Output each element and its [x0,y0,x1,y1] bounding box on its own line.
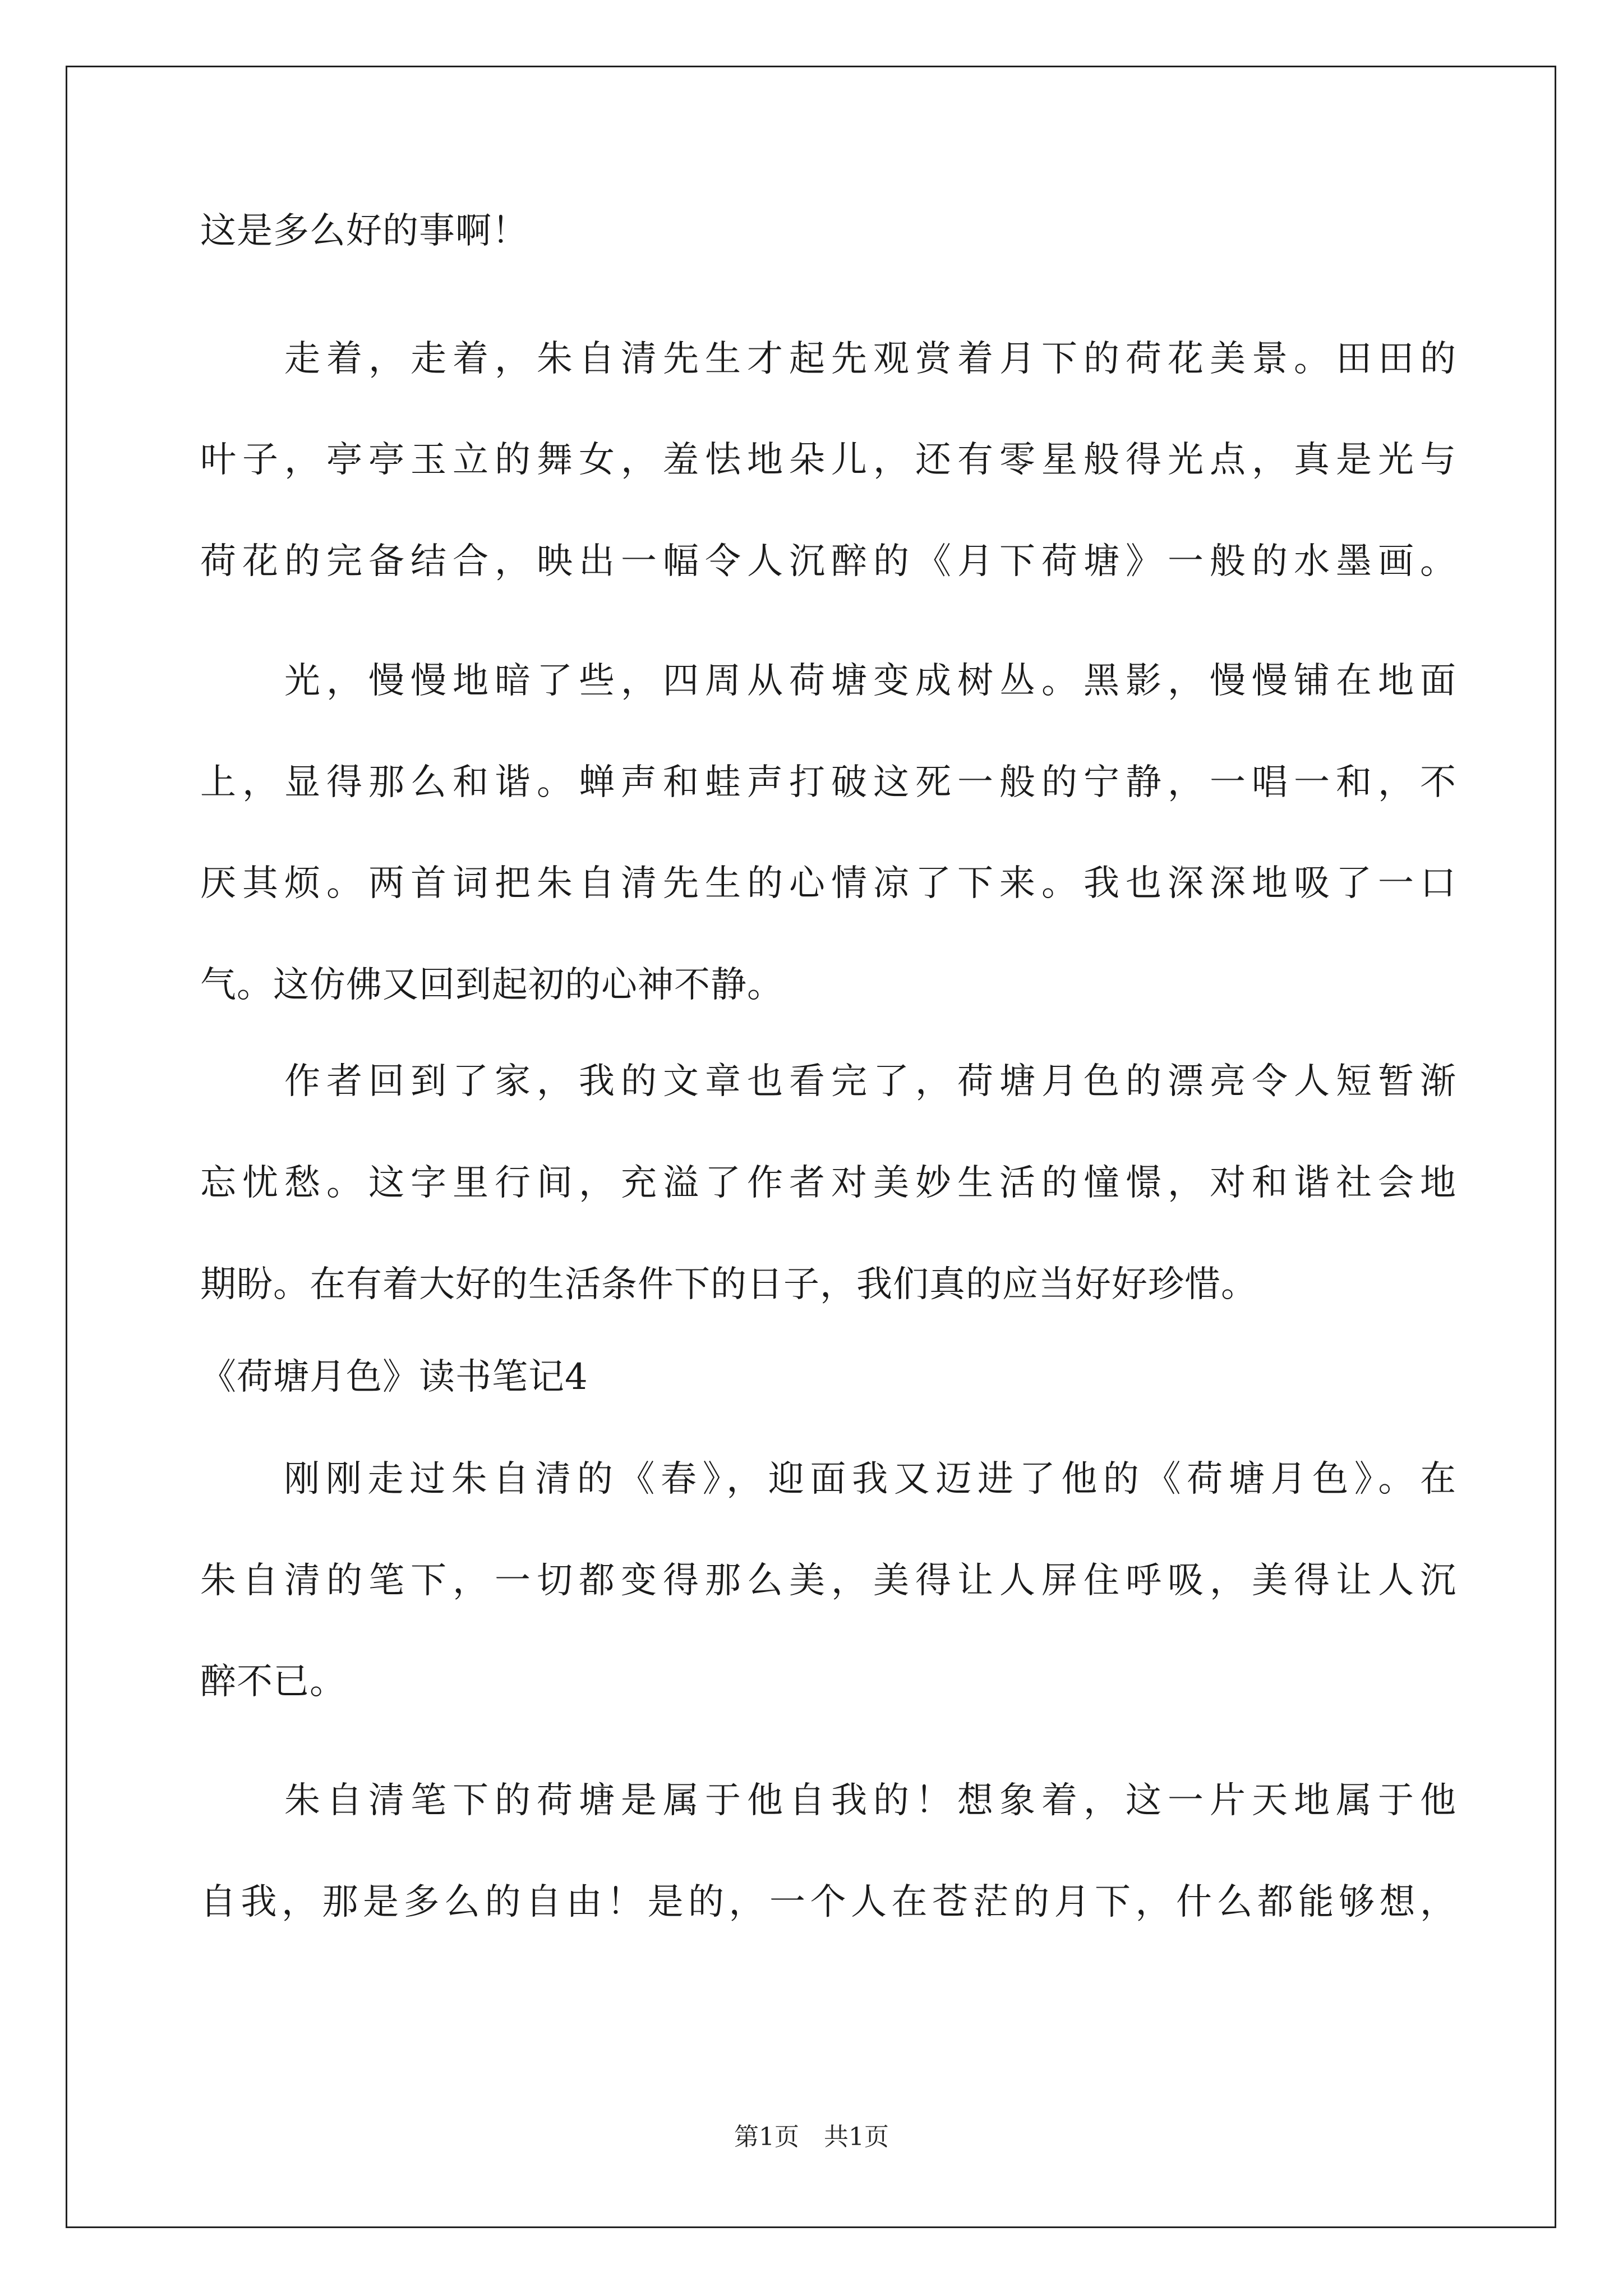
text-line: 上，显得那么和谐。蝉声和蛙声打破这死一般的宁静，一唱一和，不 [200,762,1456,803]
section-heading: 《荷塘月色》读书笔记4 [200,1356,588,1398]
text-line: 作者回到了家，我的文章也看完了，荷塘月色的漂亮令人短暂渐 [200,1061,1456,1102]
text-line: 期盼。在有着大好的生活条件下的日子，我们真的应当好好珍惜。 [200,1264,1257,1305]
text-line: 朱自清笔下的荷塘是属于他自我的！想象着，这一片天地属于他 [200,1780,1456,1821]
text-line: 自我，那是多么的自由！是的，一个人在苍茫的月下，什么都能够想， [200,1881,1456,1923]
text-line: 这是多么好的事啊！ [200,210,528,252]
page-number-footer: 第1页 共1页 [734,2123,889,2151]
text-line: 叶子，亭亭玉立的舞女，羞怯地朵儿，还有零星般得光点，真是光与 [200,439,1456,481]
text-line: 光，慢慢地暗了些，四周从荷塘变成树丛。黑影，慢慢铺在地面 [200,660,1456,702]
text-line: 朱自清的笔下，一切都变得那么美，美得让人屏住呼吸，美得让人沉 [200,1560,1456,1602]
text-line: 醉不已。 [200,1661,346,1703]
text-line: 气。这仿佛又回到起初的心神不静。 [200,964,783,1006]
text-line: 厌其烦。两首词把朱自清先生的心情凉了下来。我也深深地吸了一口 [200,863,1456,904]
text-line: 刚刚走过朱自清的《春》，迎面我又迈进了他的《荷塘月色》。在 [200,1458,1456,1500]
text-line: 走着，走着，朱自清先生才起先观赏着月下的荷花美景。田田的 [200,338,1456,380]
text-line: 忘忧愁。这字里行间，充溢了作者对美妙生活的憧憬，对和谐社会地 [200,1162,1456,1204]
text-line: 荷花的完备结合，映出一幅令人沉醉的《月下荷塘》一般的水墨画。 [200,541,1456,582]
